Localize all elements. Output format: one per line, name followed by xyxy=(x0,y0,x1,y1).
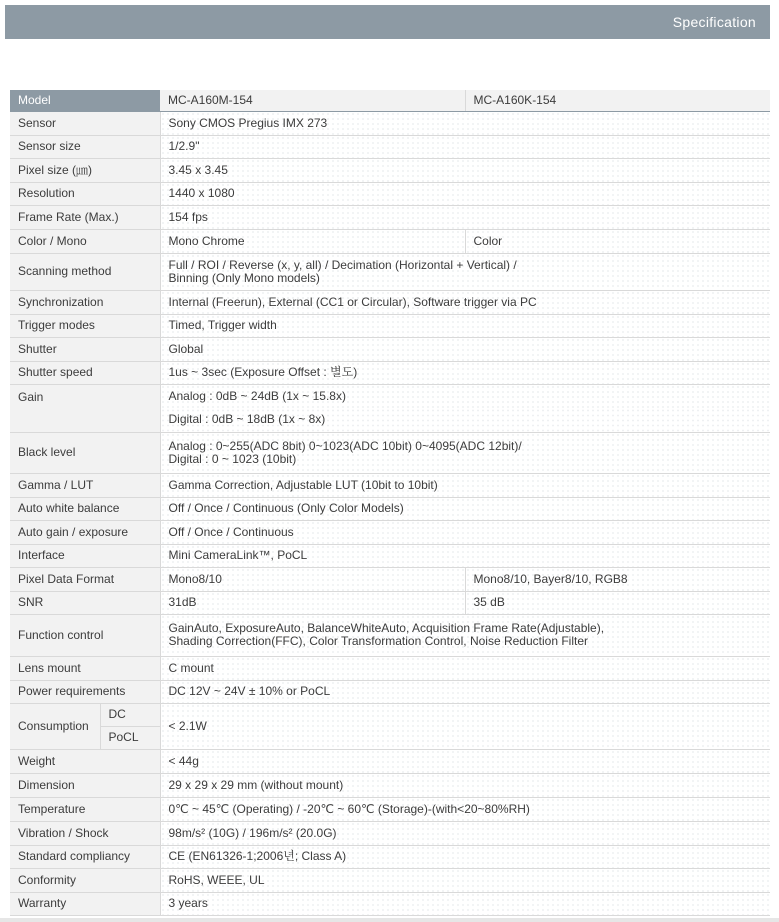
row-value-scanning xyxy=(160,253,770,290)
table-row xyxy=(10,361,770,384)
row-value-pixel-format-k: Mono8/10, Bayer8/10, RGB8 xyxy=(465,567,770,591)
specification-table xyxy=(10,90,770,916)
row-label-snr: SNR xyxy=(10,591,160,614)
row-sublabel-dc: DC xyxy=(100,703,160,726)
row-value-resolution: 1440 x 1080 xyxy=(160,182,770,205)
row-label-lens: Lens mount xyxy=(10,656,160,680)
row-value-color-mono-m: Mono Chrome xyxy=(160,229,465,253)
table-row xyxy=(10,892,770,915)
table-row xyxy=(10,520,770,544)
table-row xyxy=(10,845,770,868)
row-value-interface: Mini CameraLink™, PoCL xyxy=(160,544,770,567)
row-label-pixel-size: Pixel size (㎛) xyxy=(10,158,160,182)
row-value-agc: Off / Once / Continuous xyxy=(160,520,770,544)
model-label: Model xyxy=(10,90,160,111)
table-row xyxy=(10,253,770,290)
row-label-sensor: Sensor xyxy=(10,111,160,135)
table-row xyxy=(10,680,770,703)
table-row xyxy=(10,314,770,337)
function-line-2: Shading Correction(FFC), Color Transformation Control, Noise Reduction Filter xyxy=(168,634,588,648)
table-row xyxy=(10,497,770,520)
row-sublabel-pocl: PoCL xyxy=(100,726,160,749)
table-row xyxy=(10,229,770,253)
table-row xyxy=(10,111,770,135)
table-row xyxy=(10,135,770,158)
table-row xyxy=(10,290,770,314)
row-label-sensor-size: Sensor size xyxy=(10,135,160,158)
table-row xyxy=(10,821,770,845)
row-label-function: Function control xyxy=(10,614,160,656)
table-row xyxy=(10,182,770,205)
row-value-power: DC 12V ~ 24V ± 10% or PoCL xyxy=(160,680,770,703)
table-row xyxy=(10,868,770,892)
row-value-lens: C mount xyxy=(160,656,770,680)
row-value-gain-analog: Analog : 0dB ~ 24dB (1x ~ 15.8x) xyxy=(160,384,770,408)
table-row xyxy=(10,703,770,726)
row-value-sync: Internal (Freerun), External (CC1 or Circular), Software trigger via PC xyxy=(160,290,770,314)
scanning-line-1: Full / ROI / Reverse (x, y, all) / Decimation (Horizontal + Vertical) / xyxy=(168,257,517,272)
row-label-trigger: Trigger modes xyxy=(10,314,160,337)
row-value-pixel-format-m: Mono8/10 xyxy=(160,567,465,591)
row-label-frame-rate: Frame Rate (Max.) xyxy=(10,205,160,229)
row-label-color-mono: Color / Mono xyxy=(10,229,160,253)
row-value-frame-rate: 154 fps xyxy=(160,205,770,229)
table-row xyxy=(10,337,770,361)
black-level-line-2: Digital : 0 ~ 1023 (10bit) xyxy=(168,451,297,466)
row-value-snr-k: 35 dB xyxy=(465,591,770,614)
row-value-compliancy: CE (EN61326-1;2006년; Class A) xyxy=(160,845,770,868)
table-row xyxy=(10,544,770,567)
table-row xyxy=(10,749,770,773)
table-row xyxy=(10,773,770,797)
row-value-temperature: 0℃ ~ 45℃ (Operating) / -20℃ ~ 60℃ (Storage)-(with<20~80%RH) xyxy=(160,797,770,821)
row-value-weight: < 44g xyxy=(160,749,770,773)
row-value-sensor: Sony CMOS Pregius IMX 273 xyxy=(160,111,770,135)
row-label-dimension: Dimension xyxy=(10,773,160,797)
table-row xyxy=(10,205,770,229)
table-row-model xyxy=(10,90,770,111)
row-label-gain: Gain xyxy=(10,384,160,432)
row-label-interface: Interface xyxy=(10,544,160,567)
row-value-function xyxy=(160,614,770,656)
page-title: Specification xyxy=(672,14,756,30)
row-label-compliancy: Standard compliancy xyxy=(10,845,160,868)
scanning-line-2: Binning (Only Mono models) xyxy=(168,270,320,285)
row-label-warranty: Warranty xyxy=(10,892,160,915)
table-row xyxy=(10,473,770,497)
model-m-name: MC-A160M-154 xyxy=(160,90,465,111)
row-value-shutter: Global xyxy=(160,337,770,361)
table-row xyxy=(10,384,770,408)
table-row xyxy=(10,158,770,182)
table-row xyxy=(10,797,770,821)
row-value-shutter-speed: 1us ~ 3sec (Exposure Offset : 별도) xyxy=(160,361,770,384)
function-line-1: GainAuto, ExposureAuto, BalanceWhiteAuto, Acquisition Frame Rate(Adjustable), xyxy=(168,621,605,635)
table-row xyxy=(10,614,770,656)
row-value-snr-m: 31dB xyxy=(160,591,465,614)
row-value-gamma: Gamma Correction, Adjustable LUT (10bit to 10bit) xyxy=(160,473,770,497)
row-value-vibration: 98m/s² (10G) / 196m/s² (20.0G) xyxy=(160,821,770,845)
row-value-conformity: RoHS, WEEE, UL xyxy=(160,868,770,892)
row-value-awb: Off / Once / Continuous (Only Color Models) xyxy=(160,497,770,520)
black-level-line-1: Analog : 0~255(ADC 8bit) 0~1023(ADC 10bit) 0~4095(ADC 12bit)/ xyxy=(168,438,522,453)
table-row xyxy=(10,432,770,473)
row-label-awb: Auto white balance xyxy=(10,497,160,520)
row-label-vibration: Vibration / Shock xyxy=(10,821,160,845)
bottom-divider xyxy=(0,918,779,922)
row-label-temperature: Temperature xyxy=(10,797,160,821)
row-label-shutter-speed: Shutter speed xyxy=(10,361,160,384)
row-label-conformity: Conformity xyxy=(10,868,160,892)
table-row xyxy=(10,656,770,680)
row-label-agc: Auto gain / exposure xyxy=(10,520,160,544)
row-value-pixel-size: 3.45 x 3.45 xyxy=(160,158,770,182)
row-value-trigger: Timed, Trigger width xyxy=(160,314,770,337)
row-label-consumption: Consumption xyxy=(10,703,100,749)
table-row xyxy=(10,591,770,614)
row-label-resolution: Resolution xyxy=(10,182,160,205)
row-label-scanning: Scanning method xyxy=(10,253,160,290)
row-value-dimension: 29 x 29 x 29 mm (without mount) xyxy=(160,773,770,797)
row-value-sensor-size: 1/2.9" xyxy=(160,135,770,158)
row-label-power: Power requirements xyxy=(10,680,160,703)
row-value-gain-digital: Digital : 0dB ~ 18dB (1x ~ 8x) xyxy=(160,408,770,432)
spec-header-bar xyxy=(5,5,770,39)
model-k-name: MC-A160K-154 xyxy=(465,90,770,111)
row-label-weight: Weight xyxy=(10,749,160,773)
row-value-black-level xyxy=(160,432,770,473)
table-row xyxy=(10,567,770,591)
row-label-gamma: Gamma / LUT xyxy=(10,473,160,497)
row-label-sync: Synchronization xyxy=(10,290,160,314)
row-label-black-level: Black level xyxy=(10,432,160,473)
row-value-color-mono-k: Color xyxy=(465,229,770,253)
row-value-consumption: < 2.1W xyxy=(160,703,770,749)
row-label-shutter: Shutter xyxy=(10,337,160,361)
row-label-pixel-format: Pixel Data Format xyxy=(10,567,160,591)
row-value-warranty: 3 years xyxy=(160,892,770,915)
